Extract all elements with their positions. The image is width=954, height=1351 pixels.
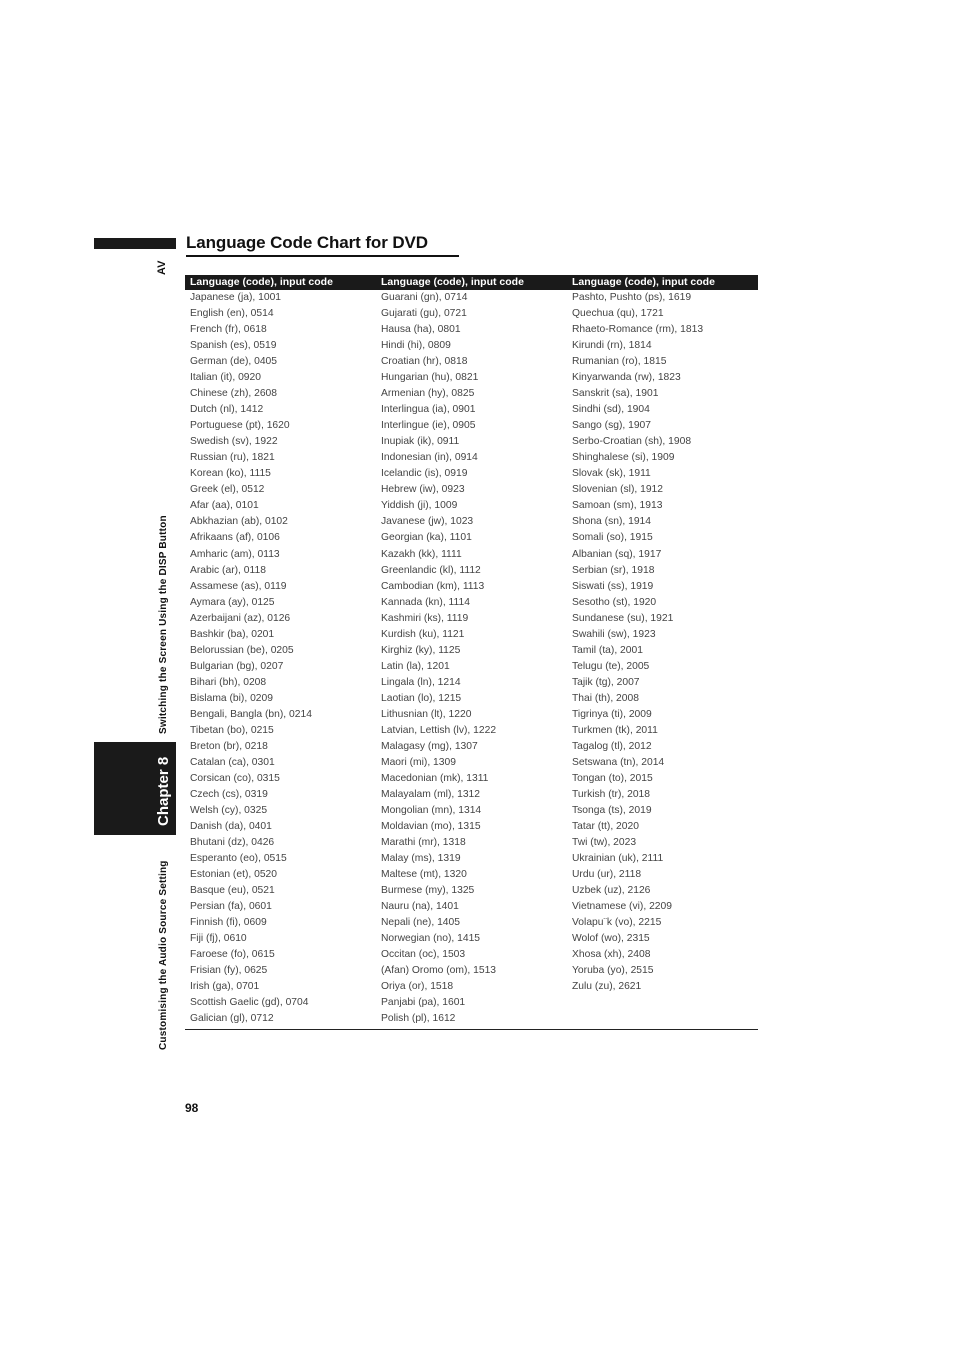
table-cell: Afrikaans (af), 0106 [190, 532, 280, 544]
table-cell: Sesotho (st), 1920 [572, 596, 657, 608]
table-cell: Scottish Gaelic (gd), 0704 [190, 997, 309, 1009]
table-cell: Interlingue (ie), 0905 [381, 420, 476, 432]
table-cell: Tsonga (ts), 2019 [572, 805, 652, 816]
page-title: Language Code Chart for DVD [186, 233, 459, 257]
table-cell: Irish (ga), 0701 [190, 981, 260, 993]
table-cell: Estonian (et), 0520 [190, 869, 278, 881]
table-cell: Macedonian (mk), 1311 [381, 772, 489, 784]
table-cell: (Afan) Oromo (om), 1513 [381, 965, 497, 977]
table-cell: German (de), 0405 [190, 356, 277, 368]
table-cell: Greenlandic (kl), 1112 [381, 564, 481, 576]
table-cell: Malayalam (ml), 1312 [381, 788, 480, 800]
table-cell: Kirundi (rn), 1814 [572, 340, 652, 352]
table-cell: Faroese (fo), 0615 [190, 949, 275, 961]
table-cell: Rumanian (ro), 1815 [572, 356, 667, 368]
table-cell: Chinese (zh), 2608 [190, 388, 278, 400]
table-cell: Indonesian (in), 0914 [381, 452, 478, 464]
table-cell: Slovak (sk), 1911 [572, 468, 651, 480]
table-cell: Bihari (bh), 0208 [190, 676, 267, 688]
table-cell: Tongan (to), 2015 [572, 772, 653, 784]
table-cell: Kazakh (kk), 1111 [381, 548, 462, 560]
table-cell: Hindi (hi), 0809 [381, 340, 451, 352]
table-cell: Setswana (tn), 2014 [572, 756, 665, 768]
table-cell: Italian (it), 0920 [190, 372, 261, 384]
table-cell: Galician (gl), 0712 [190, 1013, 274, 1025]
table-cell: Javanese (jw), 1023 [381, 516, 474, 528]
table-cell: Pashto, Pushto (ps), 1619 [572, 292, 692, 303]
table-cell: Czech (cs), 0319 [190, 788, 268, 800]
table-cell: Tigrinya (ti), 2009 [572, 708, 652, 720]
table-cell: Catalan (ca), 0301 [190, 756, 275, 768]
table-cell: Welsh (cy), 0325 [190, 805, 268, 816]
table-cell: Volapu¨k (vo), 2215 [572, 917, 662, 929]
table-cell: Samoan (sm), 1913 [572, 500, 663, 512]
table-cell: Assamese (as), 0119 [190, 580, 287, 592]
table-cell: Kurdish (ku), 1121 [381, 628, 465, 640]
table-cell: Twi (tw), 2023 [572, 837, 637, 849]
table-cell: Slovenian (sl), 1912 [572, 484, 664, 496]
table-cell: Japanese (ja), 1001 [190, 292, 282, 303]
table-cell: Arabic (ar), 0118 [190, 564, 266, 576]
table-cell: Korean (ko), 1115 [190, 468, 271, 480]
table-cell: Hebrew (iw), 0923 [381, 484, 465, 496]
table-cell: Tagalog (tl), 2012 [572, 740, 652, 752]
table-cell: Kinyarwanda (rw), 1823 [572, 372, 681, 384]
table-cell: Icelandic (is), 0919 [381, 468, 468, 480]
table-cell: Somali (so), 1915 [572, 532, 653, 544]
column-header: Language (code), input code [572, 276, 715, 288]
table-cell: Vietnamese (vi), 2209 [572, 901, 672, 913]
table-cell: Corsican (co), 0315 [190, 772, 280, 784]
table-cell: Shinghalese (si), 1909 [572, 452, 675, 464]
table-cell: Albanian (sq), 1917 [572, 548, 662, 560]
table-cell: Yiddish (ji), 1009 [381, 500, 458, 512]
table-cell: Turkish (tr), 2018 [572, 788, 651, 800]
table-column-3 [567, 290, 758, 1027]
table-cell: Occitan (oc), 1503 [381, 949, 466, 961]
table-cell: Shona (sn), 1914 [572, 516, 651, 528]
table-cell: Tibetan (bo), 0215 [190, 724, 274, 736]
table-cell: Kannada (kn), 1114 [381, 596, 470, 608]
table-cell: Amharic (am), 0113 [190, 548, 280, 560]
table-cell: Gujarati (gu), 0721 [381, 308, 467, 320]
table-cell: Serbo-Croatian (sh), 1908 [572, 436, 692, 448]
table-cell: Cambodian (km), 1113 [381, 580, 485, 592]
table-cell: Greek (el), 0512 [190, 484, 265, 496]
table-cell: Malagasy (mg), 1307 [381, 740, 478, 752]
table-cell: Sundanese (su), 1921 [572, 612, 674, 624]
table-cell: Breton (br), 0218 [190, 740, 268, 752]
table-cell: Portuguese (pt), 1620 [190, 420, 290, 432]
table-cell: Laotian (lo), 1215 [381, 692, 462, 704]
table-cell: Wolof (wo), 2315 [572, 933, 650, 945]
table-cell: Interlingua (ia), 0901 [381, 404, 476, 416]
table-header [185, 275, 758, 290]
table-cell: Yoruba (yo), 2515 [572, 965, 654, 977]
table-cell: Nepali (ne), 1405 [381, 917, 460, 929]
table-cell: Bengali, Bangla (bn), 0214 [190, 708, 312, 720]
table-cell: Swahili (sw), 1923 [572, 628, 656, 640]
chapter-label: Chapter 8 [155, 756, 172, 826]
side-label-disp: Switching the Screen Using the DISP Button [158, 515, 169, 734]
table-cell: Sango (sg), 1907 [572, 420, 651, 432]
table-cell: Aymara (ay), 0125 [190, 596, 275, 608]
table-cell: Oriya (or), 1518 [381, 981, 454, 993]
table-body [185, 290, 758, 1030]
table-cell: Tatar (tt), 2020 [572, 821, 639, 833]
column-header: Language (code), input code [381, 276, 524, 288]
table-column-2 [376, 290, 567, 1027]
table-cell: Xhosa (xh), 2408 [572, 949, 651, 961]
table-cell: Persian (fa), 0601 [190, 901, 272, 913]
table-cell: Sanskrit (sa), 1901 [572, 388, 659, 400]
table-cell: Thai (th), 2008 [572, 692, 639, 704]
table-cell: Burmese (my), 1325 [381, 885, 475, 897]
table-cell: Uzbek (uz), 2126 [572, 885, 651, 897]
table-cell: Afar (aa), 0101 [190, 500, 259, 512]
table-cell: Panjabi (pa), 1601 [381, 997, 466, 1009]
table-cell: Bulgarian (bg), 0207 [190, 660, 284, 672]
table-cell: Fiji (fj), 0610 [190, 933, 247, 945]
table-cell: Kirghiz (ky), 1125 [381, 644, 461, 656]
table-cell: Telugu (te), 2005 [572, 660, 650, 672]
table-cell: Nauru (na), 1401 [381, 901, 459, 913]
table-cell: Latin (la), 1201 [381, 660, 450, 672]
table-cell: Hungarian (hu), 0821 [381, 372, 479, 384]
table-cell: Tamil (ta), 2001 [572, 644, 643, 656]
table-cell: Bislama (bi), 0209 [190, 692, 273, 704]
table-cell: Georgian (ka), 1101 [381, 532, 472, 544]
table-cell: Guarani (gn), 0714 [381, 292, 468, 303]
table-cell: Lingala (ln), 1214 [381, 676, 461, 688]
table-cell: Kashmiri (ks), 1119 [381, 612, 469, 624]
table-cell: Maltese (mt), 1320 [381, 869, 467, 881]
table-cell: Finnish (fi), 0609 [190, 917, 267, 929]
table-cell: Swedish (sv), 1922 [190, 436, 278, 448]
table-cell: Malay (ms), 1319 [381, 853, 461, 865]
table-cell: Moldavian (mo), 1315 [381, 821, 481, 833]
table-cell: Esperanto (eo), 0515 [190, 853, 287, 865]
table-cell: French (fr), 0618 [190, 324, 267, 336]
table-cell: Urdu (ur), 2118 [572, 869, 642, 881]
table-cell: Tajik (tg), 2007 [572, 676, 640, 688]
table-cell: English (en), 0514 [190, 308, 274, 320]
table-cell: Ukrainian (uk), 2111 [572, 853, 664, 865]
table-cell: Russian (ru), 1821 [190, 452, 275, 464]
table-cell: Dutch (nl), 1412 [190, 404, 264, 416]
table-cell: Siswati (ss), 1919 [572, 580, 654, 592]
header-bar [94, 238, 176, 249]
column-header: Language (code), input code [190, 276, 333, 288]
table-cell: Armenian (hy), 0825 [381, 388, 475, 400]
side-label-av: AV [156, 260, 168, 275]
table-cell: Abkhazian (ab), 0102 [190, 516, 288, 528]
table-cell: Serbian (sr), 1918 [572, 564, 655, 576]
table-cell: Quechua (qu), 1721 [572, 308, 664, 320]
table-cell: Latvian, Lettish (lv), 1222 [381, 724, 497, 736]
table-cell: Maori (mi), 1309 [381, 756, 456, 768]
page-number: 98 [185, 1101, 199, 1115]
table-cell: Spanish (es), 0519 [190, 340, 277, 352]
table-cell: Danish (da), 0401 [190, 821, 272, 833]
table-cell: Sindhi (sd), 1904 [572, 404, 650, 416]
table-cell: Azerbaijani (az), 0126 [190, 612, 291, 624]
table-cell: Basque (eu), 0521 [190, 885, 275, 897]
table-cell: Mongolian (mn), 1314 [381, 805, 482, 816]
table-cell: Frisian (fy), 0625 [190, 965, 268, 977]
table-cell: Inupiak (ik), 0911 [381, 436, 460, 448]
table-cell: Polish (pl), 1612 [381, 1013, 456, 1025]
table-cell: Bhutani (dz), 0426 [190, 837, 275, 849]
side-label-audio: Customising the Audio Source Setting [158, 860, 169, 1050]
table-cell: Rhaeto-Romance (rm), 1813 [572, 324, 704, 336]
table-cell: Norwegian (no), 1415 [381, 933, 481, 945]
table-cell: Zulu (zu), 2621 [572, 981, 642, 993]
table-column-1 [185, 290, 376, 1027]
table-cell: Marathi (mr), 1318 [381, 837, 466, 849]
language-code-table [185, 275, 758, 1030]
table-cell: Bashkir (ba), 0201 [190, 628, 275, 640]
table-cell: Lithusnian (lt), 1220 [381, 708, 472, 720]
table-cell: Croatian (hr), 0818 [381, 356, 468, 368]
table-cell: Hausa (ha), 0801 [381, 324, 461, 336]
table-cell: Belorussian (be), 0205 [190, 644, 294, 656]
table-cell: Turkmen (tk), 2011 [572, 724, 658, 736]
